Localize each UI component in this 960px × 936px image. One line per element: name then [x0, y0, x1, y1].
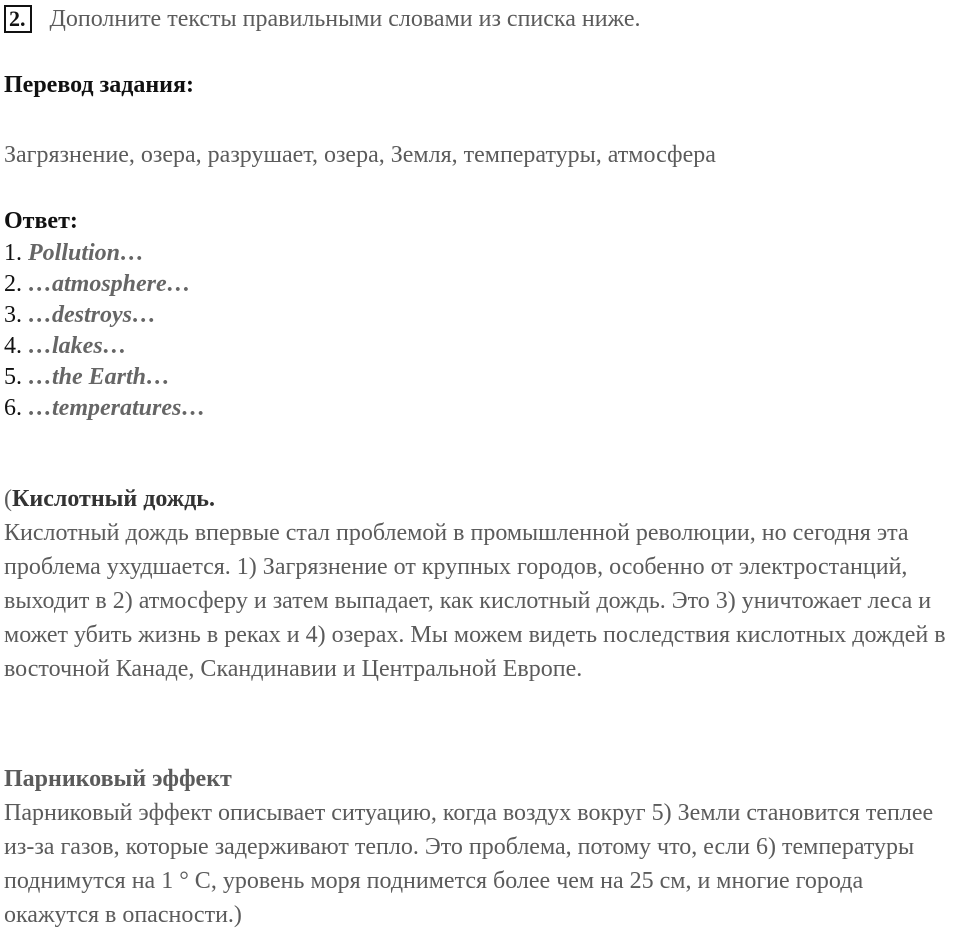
answer-number: 5.	[4, 364, 22, 390]
acid-rain-text: Кислотный дождь впервые стал проблемой в промышленной революции, но сегодня эта проблема ухудшается. 1) Загрязнение от крупных городов, особенно от электростанций, выходит в 2) атмосферу и затем выпадает, как кислотный дождь. Это 3) уничтожает леса и может убить жизнь в реках и 4) озерах. Мы можем видеть последствия кислотных дождей в восточной Канаде, Скандинавии и Центральной Европе.	[4, 520, 946, 682]
answer-number: 1.	[4, 240, 22, 266]
answer-word: …the Earth…	[28, 364, 171, 390]
answer-item	[4, 393, 205, 424]
answer-number: 2.	[4, 271, 22, 297]
answer-word: …lakes…	[28, 333, 127, 359]
answer-item	[4, 300, 205, 331]
task-header	[4, 2, 640, 36]
answer-item	[4, 269, 205, 300]
greenhouse-section	[4, 762, 956, 932]
answer-word: …temperatures…	[28, 395, 206, 421]
greenhouse-title: Парниковый эффект	[4, 766, 232, 792]
translation-words: Загрязнение, озера, разрушает, озера, Земля, температуры, атмосфера	[4, 142, 716, 168]
open-parenthesis: (	[4, 486, 12, 512]
answer-word: …atmosphere…	[28, 271, 191, 297]
answer-list	[4, 238, 205, 424]
answer-number: 4.	[4, 333, 22, 359]
answer-word: …destroys…	[28, 302, 156, 328]
answer-number: 6.	[4, 395, 22, 421]
answer-item	[4, 238, 205, 269]
answer-heading: Ответ:	[4, 208, 78, 234]
acid-rain-title: Кислотный дождь.	[12, 486, 215, 512]
acid-rain-section	[4, 482, 956, 686]
acid-rain-title-line	[4, 482, 956, 516]
greenhouse-text: Парниковый эффект описывает ситуацию, когда воздух вокруг 5) Земли становится теплее из-за газов, которые задерживают тепло. Это проблема, потому что, если 6) температуры поднимутся на 1 ° C, уровень моря поднимется более чем на 25 см, и многие города окажутся в опасности.)	[4, 800, 934, 928]
answer-item	[4, 331, 205, 362]
answer-item	[4, 362, 205, 393]
answer-number: 3.	[4, 302, 22, 328]
task-number-badge: 2.	[4, 5, 32, 33]
answer-word: Pollution…	[28, 240, 145, 266]
task-instruction: Дополните тексты правильными словами из списка ниже.	[49, 6, 641, 32]
translation-heading: Перевод задания:	[4, 72, 194, 98]
